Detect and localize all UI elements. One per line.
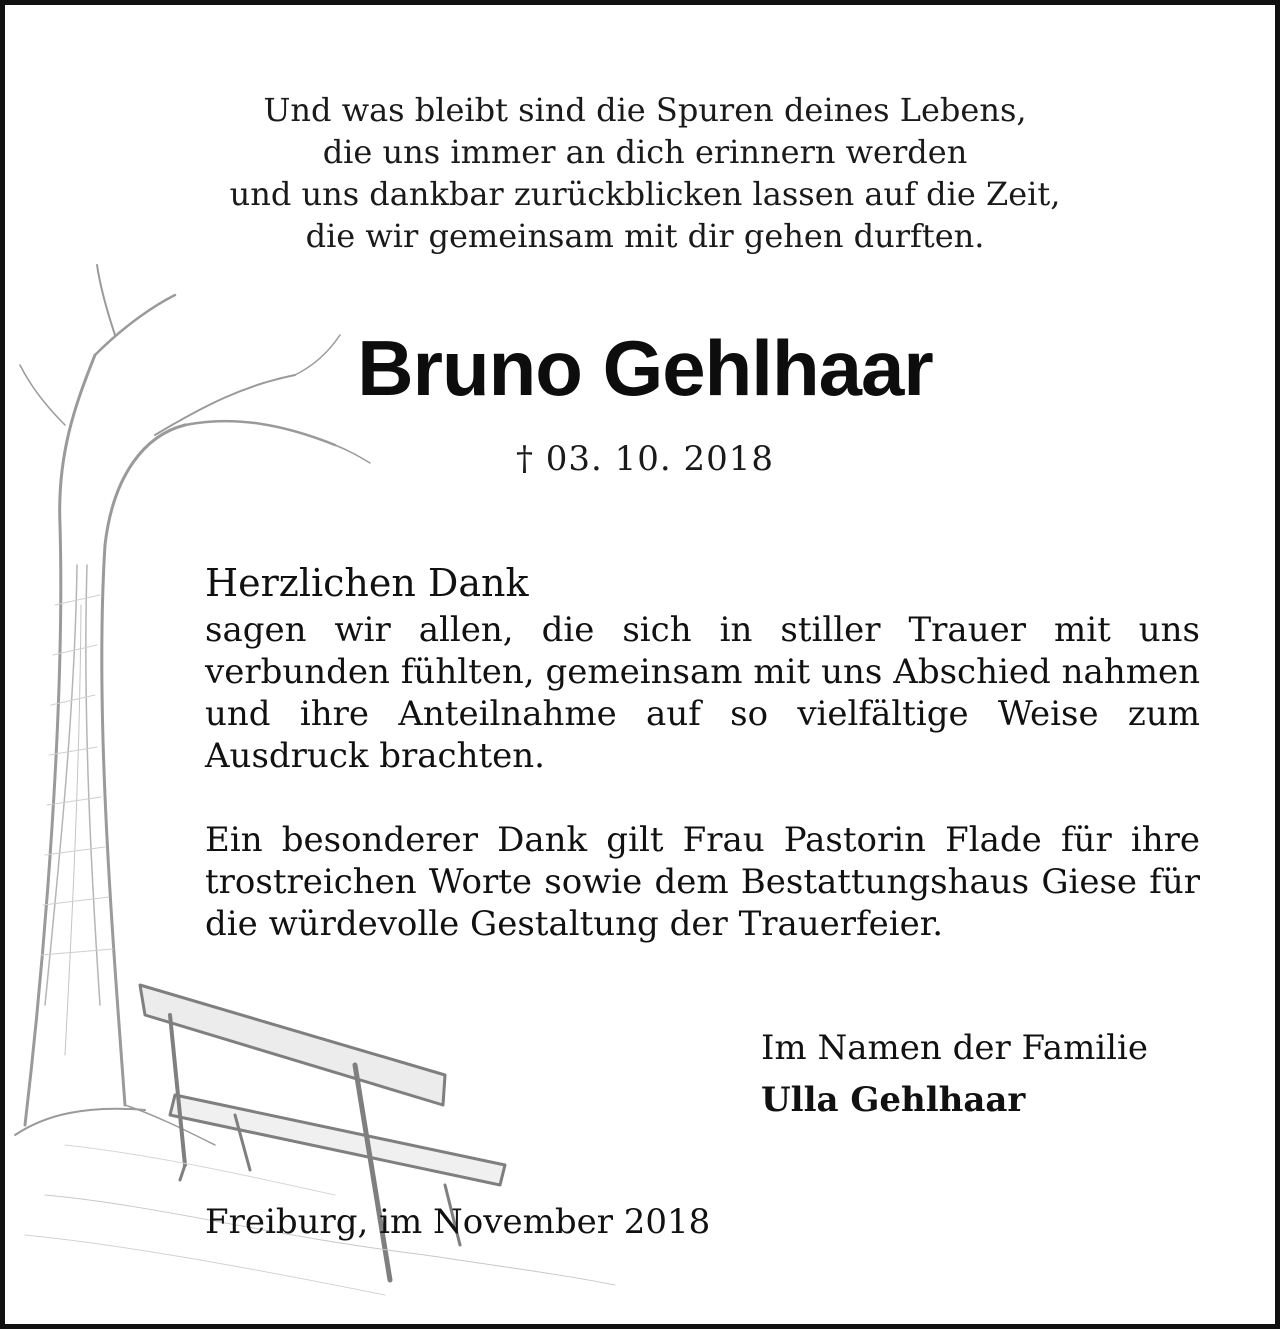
thanks-paragraph-2: Ein besonderer Dank gilt Frau Pastorin Flade für ihre trostreichen Worte sowie dem Bestattungshaus Giese für die würdevolle Gestaltung der Trauerfeier. bbox=[205, 820, 1200, 944]
signature-prefix: Im Namen der Familie bbox=[761, 1028, 1149, 1068]
memorial-poem bbox=[155, 89, 1135, 257]
signature-name: Ulla Gehlhaar bbox=[761, 1080, 1026, 1120]
poem-line: die uns immer an dich erinnern werden bbox=[322, 133, 968, 171]
thanks-heading: Herzlichen Dank bbox=[205, 561, 529, 605]
poem-line: Und was bleibt sind die Spuren deines Lebens, bbox=[263, 91, 1027, 129]
death-date: † 03. 10. 2018 bbox=[515, 439, 775, 479]
thanks-paragraph-1: sagen wir allen, die sich in stiller Trauer mit uns verbunden fühlten, gemeinsam mit uns Abschied nahmen und ihre Anteilnahme auf so vielfältige Weise zum Ausdruck brachten. bbox=[205, 610, 1200, 776]
bench-sketch bbox=[25, 985, 615, 1295]
deceased-name: Bruno Gehlhaar bbox=[357, 324, 933, 412]
poem-line: und uns dankbar zurückblicken lassen auf die Zeit, bbox=[229, 175, 1061, 213]
place-and-date: Freiburg, im November 2018 bbox=[205, 1202, 711, 1242]
poem-line: die wir gemeinsam mit dir gehen durften. bbox=[305, 217, 985, 255]
